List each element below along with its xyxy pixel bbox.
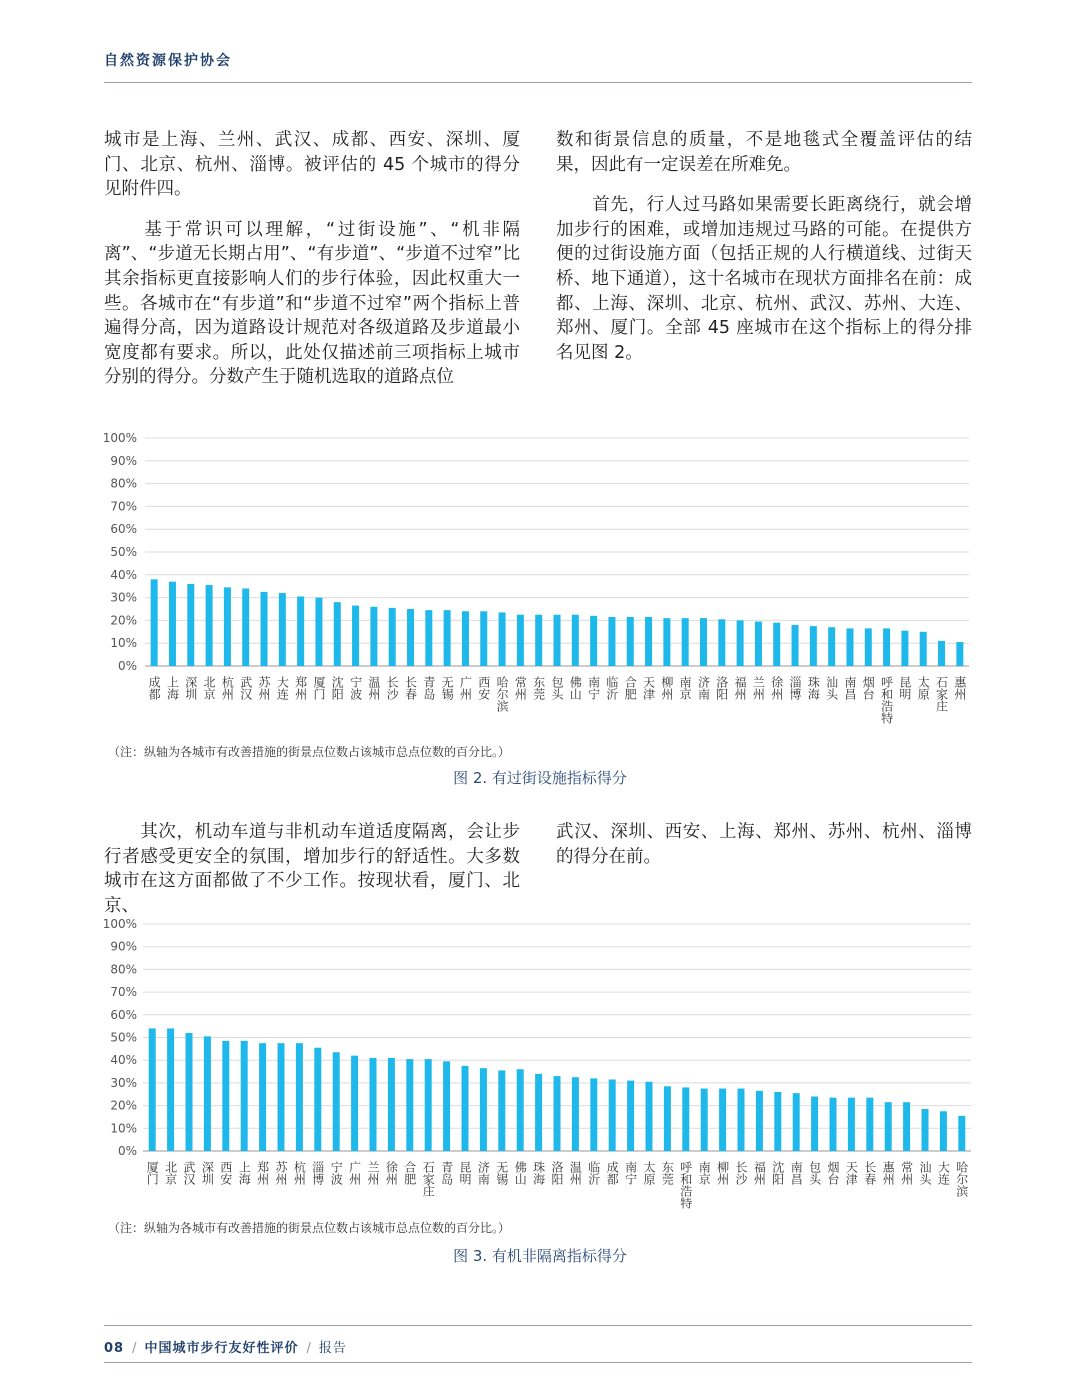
bar-常州	[517, 615, 524, 666]
y-tick-label: 30%	[110, 1075, 137, 1090]
text-column-right-1	[556, 128, 972, 365]
y-tick-label: 20%	[110, 613, 137, 628]
x-tick-label: 东莞	[660, 1161, 675, 1185]
x-tick-label: 上海	[165, 676, 180, 700]
x-tick-label: 深圳	[200, 1161, 215, 1185]
bar-西安	[222, 1041, 229, 1151]
x-tick-label: 太原	[916, 676, 931, 700]
x-tick-label: 珠海	[531, 1161, 546, 1185]
bar-南昌	[846, 628, 853, 666]
bar-厦门	[315, 598, 322, 666]
y-tick-label: 80%	[110, 476, 137, 491]
bar-太原	[646, 1082, 653, 1151]
x-tick-label: 兰州	[751, 676, 766, 700]
x-tick-label: 临沂	[604, 676, 619, 700]
x-tick-label: 福州	[733, 676, 748, 700]
x-tick-label: 宁波	[329, 1161, 344, 1185]
x-tick-label: 汕头	[824, 676, 839, 700]
page-footer: 08 / 中国城市步行友好性评价 / 报告	[104, 1341, 347, 1356]
bar-汕头	[828, 627, 835, 666]
bar-包头	[811, 1097, 818, 1151]
bar-深圳	[187, 584, 194, 666]
bar-长沙	[738, 1089, 745, 1151]
bar-杭州	[296, 1043, 303, 1151]
x-tick-label: 哈尔滨	[954, 1161, 969, 1197]
bar-包头	[554, 615, 561, 666]
x-tick-label: 合肥	[623, 676, 638, 700]
x-tick-label: 郑州	[293, 676, 308, 700]
x-tick-label: 常州	[513, 676, 528, 700]
bar-上海	[169, 582, 176, 666]
bar-珠海	[810, 626, 817, 666]
x-tick-label: 青岛	[421, 676, 436, 700]
text-column-left-2	[104, 820, 520, 918]
bar-福州	[737, 620, 744, 666]
bar-烟台	[830, 1098, 837, 1151]
bar-昆明	[901, 631, 908, 666]
paragraph: 其次，机动车道与非机动车道适度隔离，会让步行者感受更安全的氛围，增加步行的舒适性。大多数城市在这方面都做了不少工作。按现状看，厦门、北京、	[104, 822, 520, 916]
bar-南宁	[627, 1081, 634, 1151]
paragraph: 武汉、深圳、西安、上海、郑州、苏州、杭州、淄博的得分在前。	[556, 822, 972, 867]
bar-郑州	[259, 1043, 266, 1151]
footer-rule-top	[104, 1325, 972, 1326]
x-tick-label: 常州	[899, 1161, 914, 1185]
y-tick-label: 90%	[110, 453, 137, 468]
bar-温州	[572, 1077, 579, 1151]
y-tick-label: 30%	[110, 590, 137, 605]
x-tick-label: 徐州	[769, 676, 784, 700]
x-tick-label: 厦门	[145, 1161, 160, 1185]
bar-杭州	[224, 587, 231, 666]
y-tick-label: 20%	[110, 1098, 137, 1113]
x-tick-label: 杭州	[292, 1161, 307, 1185]
bar-徐州	[773, 623, 780, 666]
x-tick-label: 杭州	[220, 676, 235, 700]
bar-济南	[480, 1068, 487, 1151]
bar-西安	[480, 611, 487, 666]
y-tick-label: 0%	[117, 1144, 137, 1158]
x-tick-label: 呼和浩特	[879, 676, 894, 724]
bar-广州	[462, 611, 469, 666]
bar-北京	[206, 585, 213, 666]
paragraph: 城市是上海、兰州、武汉、成都、西安、深圳、厦门、北京、杭州、淄博。被评估的 45 个城市的得分见附件四。	[104, 130, 520, 200]
footer-rule-bottom	[104, 1362, 972, 1363]
text-column-left-1	[104, 128, 520, 390]
x-tick-label: 昆明	[458, 1161, 472, 1185]
x-tick-label: 长春	[403, 676, 418, 700]
org-header: 自然资源保护协会	[104, 53, 232, 69]
bar-无锡	[498, 1070, 505, 1151]
x-tick-label: 郑州	[255, 1161, 270, 1185]
y-tick-label: 50%	[110, 1030, 137, 1045]
bar-郑州	[297, 596, 304, 666]
figure-caption-2: 图 2. 有过街设施指标得分	[453, 769, 627, 787]
x-tick-label: 苏州	[274, 1161, 288, 1185]
x-tick-label: 天津	[641, 676, 656, 700]
bar-沈阳	[774, 1092, 781, 1151]
x-tick-label: 长春	[862, 1161, 877, 1185]
header-rule	[104, 82, 972, 83]
x-tick-label: 广州	[347, 1161, 362, 1185]
x-tick-label: 南宁	[623, 1161, 638, 1185]
bar-沈阳	[334, 602, 341, 666]
x-tick-label: 呼和浩特	[678, 1161, 693, 1209]
bar-深圳	[204, 1036, 211, 1151]
bar-青岛	[443, 1061, 450, 1151]
x-tick-label: 武汉	[238, 676, 253, 700]
chart-crossing-facilities	[95, 425, 980, 740]
x-tick-label: 天津	[844, 1161, 859, 1185]
bar-哈尔滨	[499, 612, 506, 666]
bar-常州	[903, 1102, 910, 1151]
bar-石家庄	[425, 1059, 432, 1151]
report-title: 中国城市步行友好性评价	[144, 1341, 299, 1356]
bar-成都	[609, 1079, 616, 1151]
x-tick-label: 长沙	[385, 676, 400, 700]
x-tick-label: 南宁	[586, 676, 601, 700]
bar-洛阳	[718, 619, 725, 666]
chart-note-1: （注：纵轴为各城市有改善措施的街景点位数占该城市总点位数的百分比。）	[108, 745, 511, 759]
x-tick-label: 成都	[147, 676, 162, 700]
bar-无锡	[444, 610, 451, 666]
y-tick-label: 80%	[110, 962, 137, 977]
bar-青岛	[425, 610, 432, 666]
report-label: 报告	[318, 1341, 347, 1356]
x-tick-label: 佛山	[513, 1161, 528, 1185]
bar-长春	[407, 609, 414, 666]
paragraph: 首先，行人过马路如果需要长距离绕行，就会增加步行的困难，或增加违规过马路的可能。在提供方便的过街设施方面（包括正规的人行横道线、过街天桥、地下通道），这十名城市在现状方面排名在前：成都、上海、深圳、北京、杭州、武汉、苏州、大连、郑州、厦门。全部 45 座城市在这个指标上的得分排名见图 2。	[556, 195, 972, 363]
chart-separation	[95, 912, 980, 1212]
bar-苏州	[278, 1043, 285, 1151]
y-tick-label: 100%	[102, 917, 137, 931]
x-tick-label: 上海	[237, 1161, 252, 1185]
bar-南昌	[793, 1093, 800, 1151]
y-tick-label: 70%	[110, 985, 137, 1000]
text-column-right-2	[556, 820, 972, 869]
x-tick-label: 苏州	[257, 676, 272, 700]
x-tick-label: 成都	[605, 1161, 620, 1185]
x-tick-label: 南京	[697, 1161, 712, 1185]
bar-天津	[848, 1098, 855, 1151]
x-tick-label: 济南	[696, 676, 711, 700]
x-tick-label: 武汉	[182, 1161, 196, 1185]
bar-南京	[701, 1089, 708, 1151]
figure-caption-3: 图 3. 有机非隔离指标得分	[453, 1247, 627, 1265]
bar-惠州	[885, 1102, 892, 1151]
x-tick-label: 广州	[458, 676, 473, 700]
bar-东莞	[664, 1086, 671, 1151]
x-tick-label: 石家庄	[421, 1161, 436, 1197]
bar-合肥	[627, 617, 634, 666]
bar-南京	[682, 618, 689, 666]
x-tick-label: 南昌	[842, 676, 857, 700]
x-tick-label: 淄博	[310, 1161, 325, 1185]
x-tick-label: 洛阳	[550, 1161, 564, 1185]
bar-厦门	[149, 1028, 156, 1151]
x-tick-label: 无锡	[494, 1161, 509, 1185]
bar-兰州	[370, 1058, 377, 1151]
bar-广州	[351, 1056, 358, 1151]
bar-天津	[645, 617, 652, 666]
x-tick-label: 济南	[476, 1161, 491, 1185]
bar-苏州	[261, 592, 268, 666]
x-tick-label: 无锡	[440, 676, 455, 700]
x-tick-label: 大连	[936, 1161, 951, 1185]
bar-佛山	[572, 615, 579, 666]
x-tick-label: 惠州	[952, 676, 967, 700]
bar-佛山	[517, 1069, 524, 1151]
x-tick-label: 昆明	[897, 676, 912, 700]
bar-珠海	[535, 1074, 542, 1151]
bar-温州	[370, 607, 377, 666]
x-tick-label: 佛山	[568, 676, 583, 700]
x-tick-label: 兰州	[366, 1161, 380, 1185]
bar-呼和浩特	[682, 1087, 689, 1151]
bar-淄博	[314, 1048, 321, 1151]
bar-武汉	[242, 588, 249, 666]
x-tick-label: 温州	[568, 1161, 583, 1185]
x-tick-label: 厦门	[311, 676, 326, 700]
x-tick-label: 宁波	[348, 676, 363, 700]
bar-淄博	[792, 625, 799, 666]
y-tick-label: 40%	[110, 1053, 137, 1068]
bar-哈尔滨	[958, 1116, 965, 1151]
chart-note-2: （注：纵轴为各城市有改善措施的街景点位数占该城市总点位数的百分比。）	[108, 1221, 511, 1235]
x-tick-label: 太原	[642, 1161, 656, 1185]
x-tick-label: 淄博	[788, 676, 803, 700]
bar-洛阳	[554, 1076, 561, 1151]
y-tick-label: 90%	[110, 939, 137, 954]
x-tick-label: 温州	[366, 676, 381, 700]
bar-柳州	[719, 1089, 726, 1151]
y-tick-label: 0%	[117, 659, 137, 673]
bar-惠州	[956, 642, 963, 666]
x-tick-label: 烟台	[861, 676, 876, 700]
x-tick-label: 临沂	[586, 1161, 601, 1185]
y-tick-label: 60%	[110, 1007, 137, 1022]
bar-昆明	[462, 1066, 469, 1151]
x-tick-label: 珠海	[806, 676, 821, 700]
x-tick-label: 西安	[476, 676, 491, 700]
bar-兰州	[755, 622, 762, 666]
x-tick-label: 青岛	[439, 1161, 454, 1185]
paragraph: 数和街景信息的质量，不是地毯式全覆盖评估的结果，因此有一定误差在所难免。	[556, 130, 972, 175]
page-number: 08	[104, 1341, 125, 1356]
x-tick-label: 柳州	[715, 1161, 730, 1185]
bar-宁波	[352, 606, 359, 666]
bar-北京	[167, 1028, 174, 1151]
x-tick-label: 石家庄	[934, 676, 949, 712]
bar-武汉	[186, 1033, 193, 1151]
y-tick-label: 70%	[110, 499, 137, 514]
bar-大连	[940, 1111, 947, 1151]
bar-成都	[151, 579, 158, 666]
bar-汕头	[922, 1109, 929, 1151]
x-tick-label: 包头	[550, 676, 564, 700]
bar-烟台	[865, 628, 872, 666]
x-tick-label: 大连	[275, 676, 290, 700]
y-tick-label: 50%	[110, 545, 137, 559]
x-tick-label: 南京	[678, 676, 693, 700]
x-tick-label: 汕头	[918, 1161, 932, 1185]
x-tick-label: 西安	[218, 1161, 233, 1185]
y-tick-label: 100%	[102, 431, 137, 445]
x-tick-label: 福州	[752, 1161, 767, 1185]
y-tick-label: 10%	[110, 1121, 137, 1136]
x-tick-label: 沈阳	[330, 676, 345, 700]
bar-石家庄	[938, 641, 945, 666]
x-tick-label: 北京	[163, 1161, 178, 1185]
x-tick-label: 北京	[202, 676, 217, 700]
bar-太原	[920, 632, 927, 666]
x-tick-label: 南昌	[789, 1161, 804, 1185]
bar-柳州	[663, 618, 670, 666]
y-tick-label: 60%	[110, 522, 137, 537]
bar-徐州	[388, 1058, 395, 1151]
bar-临沂	[590, 1078, 597, 1151]
paragraph: 基于常识可以理解，“过街设施”、“机非隔离”、“步道无长期占用”、“有步道”、“步道不过窄”比其余指标更直接影响人们的步行体验，因此权重大一些。各城市在“有步道”和“步道不过窄”两个指标上普遍得分高，因为道路设计规范对各级道路及步道最小宽度都有要求。所以，此处仅描述前三项指标上城市分别的得分。分数产生于随机选取的道路点位	[104, 219, 520, 388]
x-tick-label: 包头	[807, 1161, 822, 1185]
x-tick-label: 沈阳	[770, 1161, 785, 1185]
x-tick-label: 东莞	[531, 676, 546, 700]
x-tick-label: 洛阳	[714, 676, 729, 700]
x-tick-label: 深圳	[183, 676, 198, 700]
y-tick-label: 40%	[110, 567, 137, 582]
bar-东莞	[535, 615, 542, 666]
x-tick-label: 柳州	[659, 676, 674, 700]
bar-临沂	[608, 617, 615, 666]
bar-宁波	[333, 1052, 340, 1151]
x-tick-label: 徐州	[384, 1161, 399, 1185]
bar-长春	[866, 1098, 873, 1151]
bar-合肥	[406, 1059, 413, 1151]
bar-呼和浩特	[883, 628, 890, 666]
bar-南宁	[590, 616, 597, 666]
bar-大连	[279, 593, 286, 666]
bar-上海	[241, 1041, 248, 1151]
x-tick-label: 烟台	[826, 1161, 840, 1185]
y-tick-label: 10%	[110, 636, 137, 651]
bar-济南	[700, 618, 707, 666]
x-tick-label: 长沙	[734, 1161, 748, 1185]
bar-福州	[756, 1091, 763, 1151]
x-tick-label: 哈尔滨	[495, 676, 510, 712]
x-tick-label: 合肥	[402, 1161, 417, 1185]
bar-长沙	[389, 608, 396, 666]
x-tick-label: 惠州	[881, 1161, 896, 1185]
